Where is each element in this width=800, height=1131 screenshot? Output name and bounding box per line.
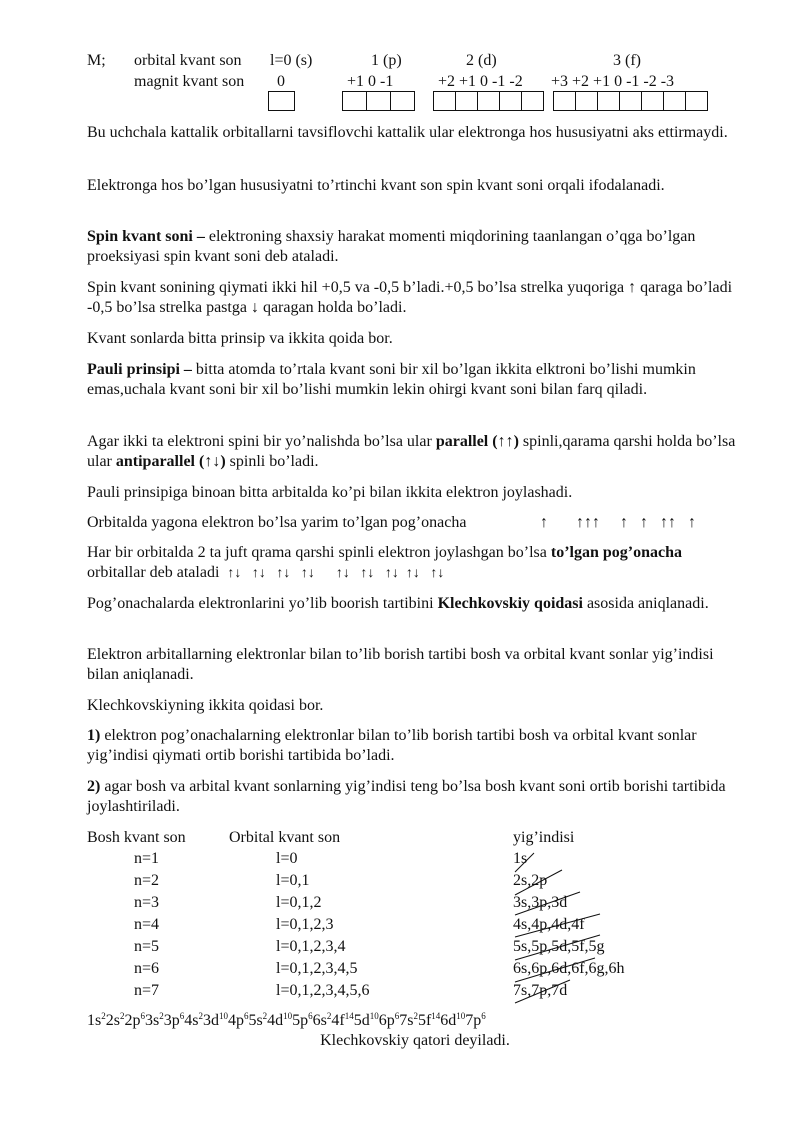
table-cell-l: l=0,1,2,3,4 <box>276 938 346 955</box>
sequence-term <box>331 1012 353 1029</box>
term-parallel: parallel (↑↑) <box>435 433 519 450</box>
paragraph-rule-1 <box>87 726 737 766</box>
text-11b: asosida aniqlanadi. <box>582 595 709 612</box>
table-cell-n: n=4 <box>134 916 160 933</box>
text-spin: elektroning shaxsiy harakat momenti miqdorining taanlangan o’qga bo’lgan proeksiyasi spin kvant soni deb ataladi. <box>87 228 696 265</box>
orbital-boxes-d <box>433 91 544 111</box>
orbital-cell <box>366 91 391 111</box>
m1-values: +1 0 -1 <box>347 73 394 90</box>
table-cell-sum: 1s <box>513 850 528 867</box>
paragraph-8: Pauli prinsipiga binoan bitta arbitalda ko’pi bilan ikkita elektron joylashadi. <box>87 484 573 501</box>
table-cell-n: n=6 <box>134 960 160 977</box>
sequence-term <box>145 1012 164 1029</box>
electron-count: 6 <box>308 1011 313 1021</box>
electron-count: 2 <box>159 1011 164 1021</box>
l1-label: 1 (p) <box>371 52 402 69</box>
l0-label: l=0 (s) <box>270 52 313 69</box>
text-10a: Har bir orbitalda 2 ta juft qrama qarshi spinli elektron joylashgan bo’lsa <box>87 544 551 561</box>
paragraph-7 <box>87 432 737 472</box>
l3-label: 3 (f) <box>613 52 641 69</box>
sublevel: 1s <box>87 1012 102 1029</box>
orbital-cell <box>433 91 456 111</box>
orbital-cell <box>521 91 544 111</box>
table-cell-sum: 7s,7p,7d <box>513 982 568 999</box>
table-cell-sum: 4s,4p,4d,4f <box>513 916 585 933</box>
table-cell-sum: 5s,5p,5d,5f,5g <box>513 938 605 955</box>
orbital-cell <box>268 91 295 111</box>
text-9: Orbitalda yagona elektron bo’lsa yarim to’lgan pog’onacha <box>87 514 467 531</box>
m0-values: 0 <box>277 73 285 90</box>
l2-label: 2 (d) <box>466 52 497 69</box>
sublevel: 5d <box>353 1012 370 1029</box>
paragraph-pauli <box>87 360 737 400</box>
orbital-cell <box>477 91 500 111</box>
text-7c: spinli bo’ladi. <box>225 453 319 470</box>
header-prefix: M; <box>87 52 106 69</box>
term-spin: Spin kvant soni – <box>87 228 205 245</box>
orbital-cell <box>619 91 642 111</box>
sublevel: 4p <box>227 1012 244 1029</box>
orbital-boxes-f <box>553 91 708 111</box>
table-header-bosh: Bosh kvant son <box>87 829 186 846</box>
sublevel: 5p <box>292 1012 309 1029</box>
electron-count: 14 <box>344 1011 354 1021</box>
sequence-term <box>164 1012 185 1029</box>
paragraph-11 <box>87 594 737 614</box>
electron-count: 2 <box>262 1011 268 1021</box>
rule-1-text: elektron pog’onachalarning elektronlar bilan to’lib borish tartibi bosh va orbital kvant sonlar yig’indisi qiymati ortib borishi tartibida bo’ladi. <box>87 727 697 764</box>
table-cell-l: l=0,1,2 <box>276 894 322 911</box>
text-7b: spinli,qarama qarshi holda bo’lsa ular <box>87 433 736 470</box>
table-header-yigindisi: yig’indisi <box>513 829 575 846</box>
sequence-term <box>124 1012 145 1029</box>
orbital-cell <box>575 91 598 111</box>
electron-count: 6 <box>394 1011 400 1021</box>
sequence-term <box>184 1012 203 1029</box>
electron-count: 6 <box>481 1011 486 1021</box>
sublevel: 3d <box>202 1012 219 1029</box>
table-cell-l: l=0,1,2,3 <box>276 916 334 933</box>
table-cell-n: n=2 <box>134 872 160 889</box>
table-cell-n: n=3 <box>134 894 160 911</box>
sublevel: 6s <box>312 1012 327 1029</box>
electron-count: 2 <box>101 1011 106 1021</box>
text-11a: Pog’onachalarda elektronlarini yo’lib boorish tartibini <box>87 595 438 612</box>
term-antiparallel: antiparallel (↑↓) <box>115 453 226 470</box>
sublevel: 4d <box>267 1012 284 1029</box>
orbital-cell <box>342 91 367 111</box>
sublevel: 5f <box>417 1012 432 1029</box>
sublevel: 4f <box>331 1012 345 1029</box>
orbital-boxes-p <box>342 91 415 111</box>
sequence-term <box>267 1012 292 1029</box>
sequence-term <box>313 1012 332 1029</box>
electron-count: 2 <box>413 1011 418 1021</box>
table-cell-sum: 3s,3p,3d <box>513 894 568 911</box>
sublevel: 6d <box>440 1012 457 1029</box>
sublevel: 7s <box>399 1012 414 1029</box>
filled-arrows: ↑↓ ↑↓ ↑↓ ↑↓ ↑↓ ↑↓ ↑↓ ↑↓ ↑↓ <box>227 566 445 581</box>
table-cell-l: l=0,1 <box>276 872 310 889</box>
electron-count: 6 <box>140 1011 145 1021</box>
sequence-term <box>465 1012 486 1029</box>
electron-count: 10 <box>218 1011 228 1021</box>
m3-values: +3 +2 +1 0 -1 -2 -3 <box>551 73 675 90</box>
sequence-caption: Klechkovskiy qatori deyiladi. <box>320 1032 510 1049</box>
table-header-orbital: Orbital kvant son <box>229 829 341 846</box>
paragraph-13: Klechkovskiyning ikkita qoidasi bor. <box>87 697 324 714</box>
term-filled: to’lgan pog’onacha <box>550 544 682 561</box>
m2-values: +2 +1 0 -1 -2 <box>438 73 523 90</box>
paragraph-9 <box>87 513 737 533</box>
paragraph-4: Spin kvant sonining qiymati ikki hil +0,5 va -0,5 b’ladi.+0,5 bo’lsa strelka yuqoriga ↑ qaraga bo’ladi -0,5 bo’lsa strelka pastga ↓ qaragan holda bo’ladi. <box>87 279 733 316</box>
electron-count: 2 <box>119 1011 125 1021</box>
sublevel: 3p <box>163 1012 180 1029</box>
paragraph-2: Elektronga hos bo’lgan hususiyatni to’rtinchi kvant son spin kvant soni orqali ifodalanadi. <box>87 177 665 194</box>
half-filled-arrows: ↑ ↑↑↑ ↑ ↑ ↑↑ ↑ <box>540 514 696 531</box>
paragraph-10 <box>87 543 737 584</box>
orbital-cell <box>499 91 522 111</box>
sequence-term <box>292 1012 313 1029</box>
magnit-label: magnit kvant son <box>134 73 245 90</box>
table-cell-n: n=5 <box>134 938 160 955</box>
electron-count: 10 <box>369 1011 379 1021</box>
orbital-boxes-s <box>268 91 295 111</box>
paragraph-12: Elektron arbitallarning elektronlar bilan to’lib borish tartibi bosh va orbital kvant sonlar yig’indisi bilan aniqlanadi. <box>87 646 714 683</box>
sublevel: 7p <box>465 1012 482 1029</box>
table-cell-l: l=0 <box>276 850 298 867</box>
electron-sequence <box>87 1011 486 1031</box>
rule-2-number: 2) <box>87 778 101 795</box>
sequence-term <box>399 1012 418 1029</box>
rule-2-text: agar bosh va arbital kvant sonlarning yig’indisi teng bo’lsa bosh kvant soni ortib borishi tartibida joylashtiriladi. <box>87 778 726 815</box>
orbital-cell <box>455 91 478 111</box>
sublevel: 6p <box>378 1012 395 1029</box>
orbital-cell <box>685 91 708 111</box>
rule-1-number: 1) <box>87 727 101 744</box>
orbital-cell <box>597 91 620 111</box>
sublevel: 5s <box>248 1012 263 1029</box>
paragraph-rule-2 <box>87 777 737 817</box>
sequence-term <box>228 1012 249 1029</box>
sequence-term <box>203 1012 228 1029</box>
orbital-cell <box>641 91 664 111</box>
sequence-term <box>248 1012 267 1029</box>
table-cell-sum: 2s,2p <box>513 872 548 889</box>
orbital-label: orbital kvant son <box>134 52 242 69</box>
table-cell-n: n=7 <box>134 982 160 999</box>
paragraph-1: Bu uchchala kattalik orbitallarni tavsiflovchi kattalik ular elektronga hos hususiyatni aks ettirmaydi. <box>87 124 728 141</box>
electron-count: 6 <box>243 1011 249 1021</box>
paragraph-5: Kvant sonlarda bitta prinsip va ikkita qoida bor. <box>87 330 393 347</box>
table-cell-l: l=0,1,2,3,4,5,6 <box>276 982 370 999</box>
table-cell-l: l=0,1,2,3,4,5 <box>276 960 358 977</box>
text-10b: orbitallar deb ataladi <box>87 564 220 581</box>
orbital-cell <box>553 91 576 111</box>
orbital-cell <box>663 91 686 111</box>
sublevel: 4s <box>184 1012 199 1029</box>
text-7a: Agar ikki ta elektroni spini bir yo’nalishda bo’lsa ular <box>87 433 436 450</box>
orbital-cell <box>390 91 415 111</box>
electron-count: 2 <box>326 1011 332 1021</box>
term-pauli: Pauli prinsipi – <box>87 361 192 378</box>
electron-count: 14 <box>431 1011 441 1021</box>
electron-count: 10 <box>456 1011 466 1021</box>
term-klechkovskiy: Klechkovskiy qoidasi <box>437 595 583 612</box>
sequence-term <box>106 1012 125 1029</box>
sequence-term <box>379 1012 400 1029</box>
sublevel: 2p <box>124 1012 141 1029</box>
table-cell-sum: 6s,6p,6d,6f,6g,6h <box>513 960 625 977</box>
sublevel: 2s <box>105 1012 120 1029</box>
electron-count: 10 <box>283 1011 293 1021</box>
text-pauli: bitta atomda to’rtala kvant soni bir xil bo’lgan ikkita elktroni bo’lishi mumkin emas,uchala kvant soni bir xil bo’lishi mumkin lekin ohirgi kvant soni bilan farq qiladi. <box>87 361 696 398</box>
sequence-term <box>354 1012 379 1029</box>
sequence-term <box>418 1012 440 1029</box>
paragraph-spin <box>87 227 737 267</box>
sequence-term <box>87 1012 106 1029</box>
sequence-term <box>440 1012 465 1029</box>
table-cell-n: n=1 <box>134 850 160 867</box>
electron-count: 6 <box>179 1011 185 1021</box>
sublevel: 3s <box>144 1012 160 1029</box>
electron-count: 2 <box>198 1011 203 1021</box>
